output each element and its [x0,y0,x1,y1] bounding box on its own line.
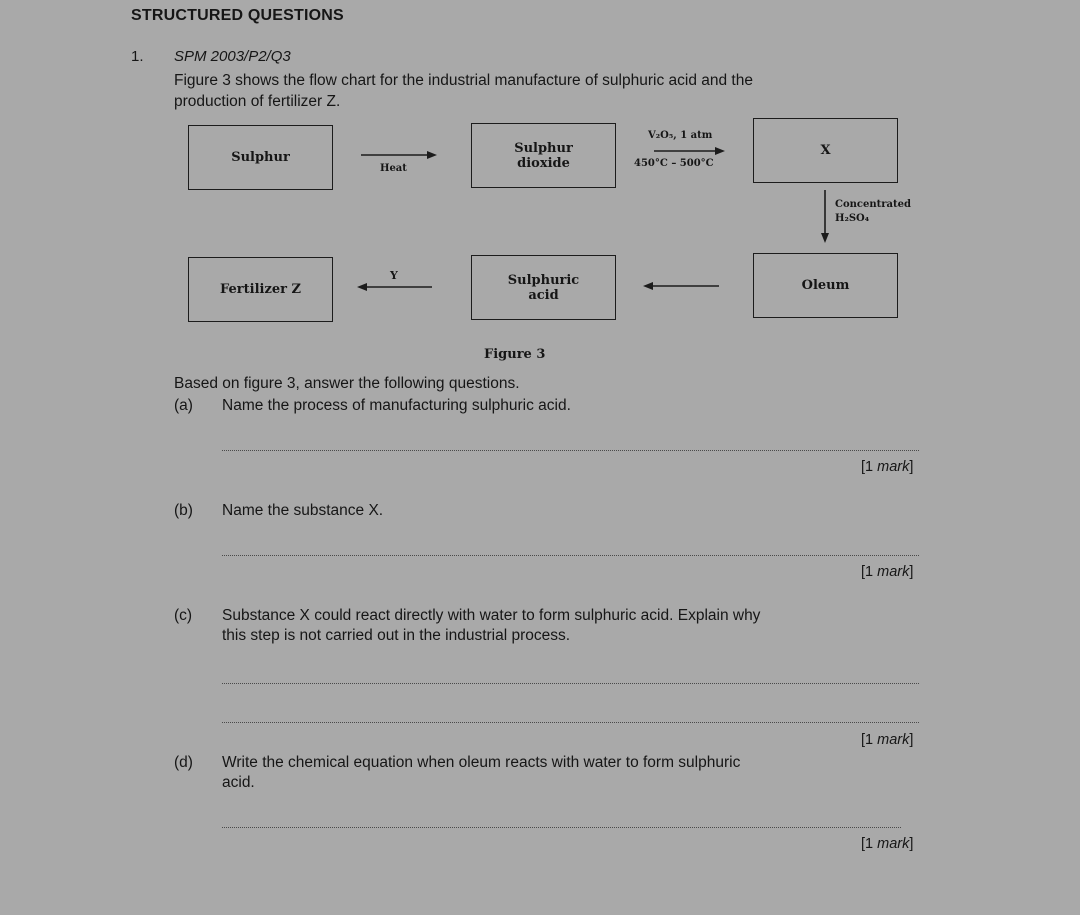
box-sulphur-dioxide: Sulphur dioxide [471,123,616,188]
mark-a: [1 mark] [861,459,914,475]
mark-d: [1 mark] [861,836,914,852]
label-temperature: 450°C – 500°C [634,158,714,169]
instruction: Based on figure 3, answer the following questions. [174,375,520,392]
question-number: 1. [131,48,144,65]
section-heading: STRUCTURED QUESTIONS [131,7,344,24]
box-sulphur: Sulphur [188,125,333,190]
part-b-label: (b) [174,502,193,519]
label-catalyst: V₂O₅, 1 atm [648,130,713,141]
box-sulphuric-acid: Sulphuric acid [471,255,616,320]
mark-b: [1 mark] [861,564,914,580]
answer-line-b[interactable] [222,555,919,556]
part-c-line-1: Substance X could react directly with water to form sulphuric acid. Explain why [222,607,761,624]
answer-line-c-2[interactable] [222,722,919,723]
intro-line-2: production of fertilizer Z. [174,93,341,110]
box-fertilizer-z: Fertilizer Z [188,257,333,322]
answer-line-a[interactable] [222,450,919,451]
part-c-line-2: this step is not carried out in the industrial process. [222,627,571,644]
part-d-label: (d) [174,754,193,771]
label-y: Y [390,269,398,282]
label-heat: Heat [380,163,407,174]
part-b-text: Name the substance X. [222,502,384,519]
mark-c: [1 mark] [861,732,914,748]
answer-line-c-1[interactable] [222,683,919,684]
part-d-line-2: acid. [222,774,255,791]
question-reference: SPM 2003/P2/Q3 [174,48,291,65]
part-a-text: Name the process of manufacturing sulphuric acid. [222,397,571,414]
part-d-line-1: Write the chemical equation when oleum reacts with water to form sulphuric [222,754,741,771]
part-a-label: (a) [174,397,193,414]
part-c-label: (c) [174,607,193,624]
figure-caption: Figure 3 [484,347,546,362]
label-h2so4: H₂SO₄ [835,213,870,224]
label-concentrated: Concentrated [835,199,911,210]
answer-line-d[interactable] [222,827,901,828]
box-oleum: Oleum [753,253,898,318]
intro-line-1: Figure 3 shows the flow chart for the industrial manufacture of sulphuric acid and the [174,72,753,89]
box-x: X [753,118,898,183]
